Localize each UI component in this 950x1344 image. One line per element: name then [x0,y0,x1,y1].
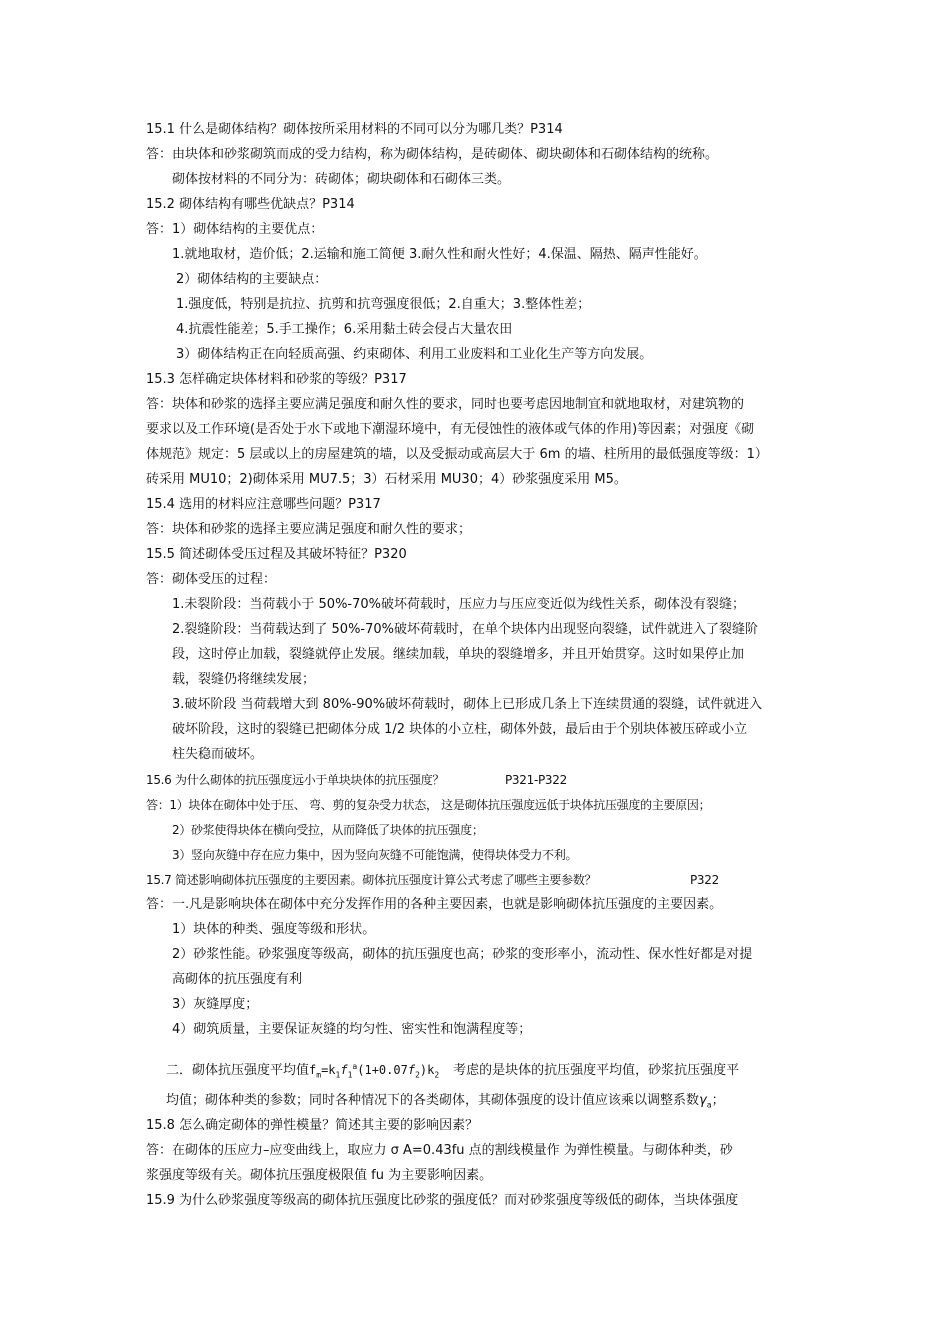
question-15-9: 15.9 为什么砂浆强度等级高的砌体抗压强度比砂浆的强度低？而对砂浆强度等级低的砌体，当块体强度 [146,1193,739,1208]
question-15-7: 15.7 简述影响砌体抗压强度的主要因素。砌体抗压强度计算公式考虑了哪些主要参数？ [146,873,597,887]
answer-15-5-line-8: 柱失稳而破坏。 [172,747,264,762]
gamma-symbol: γ [699,1093,707,1108]
answer-15-7-line-2: 1）块体的种类、强度等级和形状。 [172,922,376,937]
question-15-1: 15.1 什么是砌体结构？砌体按所采用材料的不同可以分为哪几类？P314 [146,122,563,137]
answer-15-2-line-2: 1.就地取材，造价低；2.运输和施工简便 3.耐久性和耐火性好；4.保温、隔热、隔声性能好。 [172,247,707,262]
answer-15-5-line-2: 1.未裂阶段：当荷载小于 50%-70%破坏荷载时，压应力与压应变近似为线性关系，砌体没有裂缝； [172,597,746,612]
answer-15-7-line-5: 3）灰缝厚度； [172,997,259,1012]
answer-15-5-line-5: 载，裂缝仍将继续发展； [172,672,316,687]
answer-15-2-line-5: 4.抗震性能差；5.手工操作；6.采用黏土砖会侵占大量农田 [176,322,513,337]
question-15-6-page-ref: P321-P322 [505,773,567,787]
strength-formula: $f_m=k_1f_1^a(1+0.07f_2)k_2$ [309,1062,440,1080]
question-15-2: 15.2 砌体结构有哪些优缺点？P314 [146,197,355,212]
question-15-6: 15.6 为什么砌体的抗压强度远小于单块块体的抗压强度？ [146,773,445,787]
answer-15-5-line-3: 2.裂缝阶段：当荷载达到了 50%-70%破坏荷载时，在单个块体内出现竖向裂缝，试件就进入了裂缝阶 [172,622,759,637]
answer-15-4-line-1: 答：块体和砂浆的选择主要应满足强度和耐久性的要求； [146,522,472,537]
answer-15-5-line-4: 段，这时停止加载，裂缝就停止发展。继续加载，单块的裂缝增多，并且开始贯穿。这时如果停止加 [172,647,745,662]
answer-15-2-line-6: 3）砌体结构正在向轻质高强、约束砌体、利用工业废料和工业化生产等方向发展。 [176,347,653,362]
answer-15-5-line-6: 3.破坏阶段 当荷载增大到 80%-90%破坏荷载时，砌体上已形成几条上下连续贯通的裂缝，试件就进入 [172,697,763,712]
answer-15-8-line-1: 答：在砌体的压应力–应变曲线上，取应力 σ A=0.43fu 点的割线模量作 为弹性模量。与砌体种类，砂 [146,1143,733,1158]
answer-15-7-line-4: 高砌体的抗压强度有利 [172,972,303,987]
answer-15-7-line-7: 均值；砌体种类的参数；同时各种情况下的各类砌体，其砌体强度的设计值应该乘以调整系数$\gamma_a$； [166,1093,725,1110]
answer-15-7-line-1: 答：一.凡是影响块体在砌体中充分发挥作用的各种主要因素，也就是影响砌体抗压强度的主要因素。 [146,897,723,912]
answer-15-3-line-3: 体规范》规定：5 层或以上的房屋建筑的墙，以及受振动或高层大于 6m 的墙、柱所用的最低强度等级：1） [146,447,768,462]
question-15-3: 15.3 怎样确定块体材料和砂浆的等级？P317 [146,372,407,387]
answer-15-2-line-4: 1.强度低，特别是抗拉、抗剪和抗弯强度很低；2.自重大；3.整体性差； [176,297,591,312]
answer-15-1-line-1: 答：由块体和砂浆砌筑而成的受力结构，称为砌体结构，是砖砌体、砌块砌体和石砌体结构的统称。 [146,147,719,162]
answer-15-2-line-1: 答：1）砌体结构的主要优点： [146,222,324,237]
answer-15-7-line-6: 4）砌筑质量，主要保证灰缝的均匀性、密实性和饱满程度等； [172,1022,532,1037]
answer-15-5-line-7: 破坏阶段，这时的裂缝已把砌体分成 1/2 块体的小立柱，砌体外鼓，最后由于个别块体被压碎或小立 [172,722,748,737]
answer-15-7-line-3: 2）砂浆性能。砂浆强度等级高，砌体的抗压强度也高；砂浆的变形率小，流动性、保水性好都是对提 [172,947,753,962]
question-15-4: 15.4 选用的材料应注意哪些问题？P317 [146,497,381,512]
question-15-7-page-ref: P322 [690,873,719,887]
answer-15-8-line-2: 浆强度等级有关。砌体抗压强度极限值 fu 为主要影响因素。 [146,1168,493,1183]
answer-15-5-line-1: 答：砌体受压的过程： [146,572,277,587]
answer-15-6-line-2: 2）砂浆使得块体在横向受拉，从而降低了块体的抗压强度； [172,823,484,837]
question-15-5: 15.5 简述砌体受压过程及其破坏特征？P320 [146,547,407,562]
question-15-8: 15.8 怎么确定砌体的弹性模量？简述其主要的影响因素？ [146,1118,479,1133]
answer-15-7-formula-line [166,1058,739,1084]
formula-intro: 二．砌体抗压强度平均值 [166,1063,310,1078]
answer-15-3-line-2: 要求以及工作环境(是否处于水下或地下潮湿环境中，有无侵蚀性的液体或气体的作用)等因素；对强度《砌 [146,422,755,437]
answer-15-2-line-3: 2）砌体结构的主要缺点： [176,272,328,287]
answer-15-3-line-1: 答：块体和砂浆的选择主要应满足强度和耐久性的要求，同时也要考虑因地制宜和就地取材，对建筑物的 [146,397,745,412]
formula-explanation: 考虑的是块体的抗压强度平均值，砂浆抗压强度平 [453,1063,740,1078]
answer-15-1-line-2: 砌体按材料的不同分为：砖砌体；砌块砌体和石砌体三类。 [172,172,511,187]
answer-15-6-line-1: 答：1）块体在砌体中处于压、 弯、剪的复杂受力状态， 这是砌体抗压强度远低于块体抗压强度的主要原因； [146,798,711,812]
answer-15-3-line-4: 砖采用 MU10；2)砌体采用 MU7.5；3）石材采用 MU30；4）砂浆强度采用 M5。 [146,472,627,487]
answer-15-6-line-3: 3）竖向灰缝中存在应力集中，因为竖向灰缝不可能饱满，使得块体受力不利。 [172,848,578,862]
